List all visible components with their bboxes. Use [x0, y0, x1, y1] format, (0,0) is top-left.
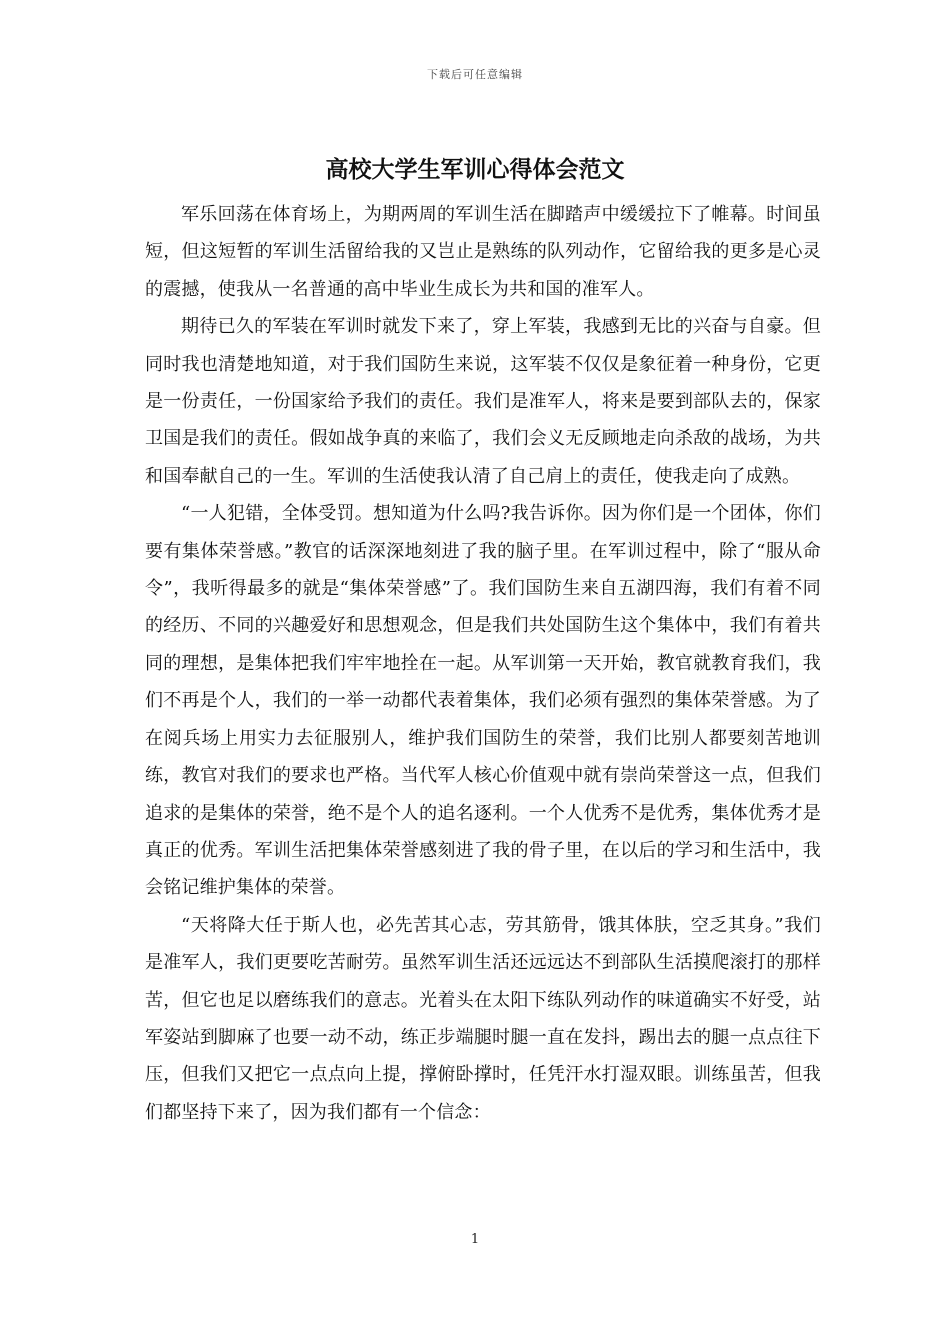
- paragraph-3: “一人犯错，全体受罚。想知道为什么吗?我告诉你。因为你们是一个团体，你们要有集体荣誉感。”教官的话深深地刻进了我的脑子里。在军训过程中，除了“服从命令”，我听得最多的就是“集体荣誉感”了。我们国防生来自五湖四海，我们有着不同的经历、不同的兴趣爱好和思想观念，但是我们共处国防生这个集体中，我们有着共同的理想，是集体把我们牢牢地拴在一起。从军训第一天开始，教官就教育我们，我们不再是个人，我们的一举一动都代表着集体，我们必须有强烈的集体荣誉感。为了在阅兵场上用实力去征服别人，维护我们国防生的荣誉，我们比别人都要刻苦地训练，教官对我们的要求也严格。当代军人核心价值观中就有崇尚荣誉这一点，但我们追求的是集体的荣誉，绝不是个人的追名逐利。一个人优秀不是优秀，集体优秀才是真正的优秀。军训生活把集体荣誉感刻进了我的骨子里，在以后的学习和生活中，我会铭记维护集体的荣誉。: [145, 503, 821, 899]
- document-title: 高校大学生军训心得体会范文: [325, 156, 625, 183]
- paragraph-4: “天将降大任于斯人也，必先苦其心志，劳其筋骨，饿其体肤，空乏其身。”我们是准军人，我们更要吃苦耐劳。虽然军训生活还远远达不到部队生活摸爬滚打的那样苦，但它也足以磨练我们的意志。光着头在太阳下练队列动作的味道确实不好受，站军姿站到脚麻了也要一动不动，练正步端腿时腿一直在发抖，踢出去的腿一点点往下压，但我们又把它一点点向上提，撑俯卧撑时，任凭汗水打湿双眼。训练虽苦，但我们都坚持下来了，因为我们都有一个信念：: [145, 914, 821, 1123]
- page-number: 1: [470, 1232, 480, 1247]
- document-body: [145, 196, 821, 1131]
- page-header-note: 下载后可任意编辑: [427, 68, 523, 81]
- paragraph-1: 军乐回荡在体育场上，为期两周的军训生活在脚踏声中缓缓拉下了帷幕。时间虽短，但这短暂的军训生活留给我的又岂止是熟练的队列动作，它留给我的更多是心灵的震撼，使我从一名普通的高中毕业生成长为共和国的准军人。: [145, 204, 821, 300]
- paragraph-2: 期待已久的军装在军训时就发下来了，穿上军装，我感到无比的兴奋与自豪。但同时我也清楚地知道，对于我们国防生来说，这军装不仅仅是象征着一种身份，它更是一份责任，一份国家给予我们的责任。我们是准军人，将来是要到部队去的，保家卫国是我们的责任。假如战争真的来临了，我们会义无反顾地走向杀敌的战场，为共和国奉献自己的一生。军训的生活使我认清了自己肩上的责任，使我走向了成熟。: [145, 316, 821, 487]
